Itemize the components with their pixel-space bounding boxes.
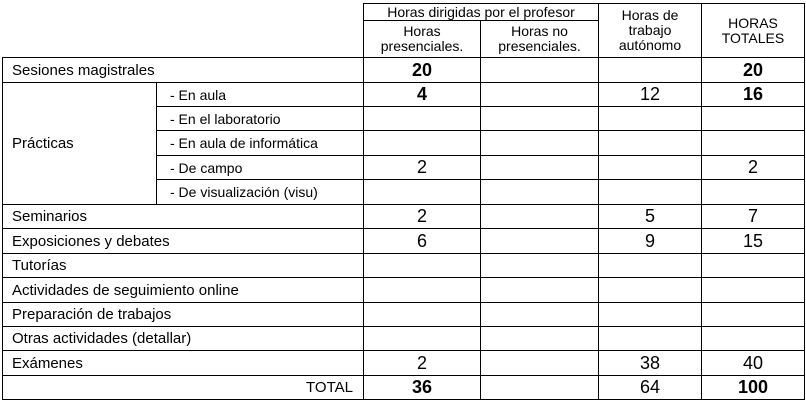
cell-no-presenciales — [481, 303, 599, 327]
header-presenciales: Horas presenciales. — [364, 21, 481, 58]
cell-presenciales: 4 — [364, 83, 481, 107]
cell-autonomo: 64 — [599, 376, 702, 400]
cell-presenciales — [364, 254, 481, 278]
cell-total: 20 — [702, 58, 805, 83]
cell-no-presenciales — [481, 351, 599, 376]
header-autonomo: Horas de trabajo autónomo — [599, 4, 702, 58]
header-totales: HORAS TOTALES — [702, 4, 805, 58]
table-row — [3, 58, 805, 83]
table-row — [3, 351, 805, 376]
cell-no-presenciales — [481, 83, 599, 107]
table-row — [3, 205, 805, 229]
cell-presenciales: 2 — [364, 205, 481, 229]
cell-presenciales: 2 — [364, 351, 481, 376]
table-row — [3, 278, 805, 303]
cell-no-presenciales — [481, 156, 599, 180]
row-label: Exámenes — [3, 351, 364, 376]
cell-no-presenciales — [481, 205, 599, 229]
cell-autonomo — [599, 327, 702, 351]
header-no-presenciales: Horas no presenciales. — [481, 21, 599, 58]
total-label: TOTAL — [3, 376, 364, 400]
cell-no-presenciales — [481, 327, 599, 351]
cell-no-presenciales — [481, 254, 599, 278]
row-label: Actividades de seguimiento online — [3, 278, 364, 303]
cell-total — [702, 131, 805, 156]
cell-presenciales — [364, 303, 481, 327]
cell-presenciales — [364, 180, 481, 205]
cell-presenciales — [364, 278, 481, 303]
row-label: Tutorías — [3, 254, 364, 278]
cell-total: 100 — [702, 376, 805, 400]
cell-presenciales — [364, 327, 481, 351]
row-label: Seminarios — [3, 205, 364, 229]
row-label: - En aula — [157, 83, 364, 107]
cell-total: 2 — [702, 156, 805, 180]
cell-autonomo — [599, 180, 702, 205]
cell-no-presenciales — [481, 180, 599, 205]
hours-table — [2, 3, 805, 400]
table-row — [3, 254, 805, 278]
cell-total — [702, 278, 805, 303]
cell-total: 15 — [702, 229, 805, 254]
cell-total — [702, 303, 805, 327]
cell-autonomo — [599, 254, 702, 278]
table-row — [3, 303, 805, 327]
cell-no-presenciales — [481, 131, 599, 156]
cell-total — [702, 327, 805, 351]
cell-autonomo: 9 — [599, 229, 702, 254]
cell-no-presenciales — [481, 107, 599, 131]
row-label: - De campo — [157, 156, 364, 180]
cell-presenciales: 20 — [364, 58, 481, 83]
row-label: - En aula de informática — [157, 131, 364, 156]
cell-autonomo: 12 — [599, 83, 702, 107]
cell-autonomo — [599, 107, 702, 131]
cell-no-presenciales — [481, 278, 599, 303]
table-row — [3, 83, 805, 107]
cell-autonomo — [599, 131, 702, 156]
cell-total — [702, 107, 805, 131]
cell-autonomo — [599, 156, 702, 180]
cell-presenciales: 36 — [364, 376, 481, 400]
cell-total — [702, 254, 805, 278]
cell-total — [702, 180, 805, 205]
cell-presenciales: 2 — [364, 156, 481, 180]
table-row — [3, 229, 805, 254]
cell-total: 16 — [702, 83, 805, 107]
row-label: - En el laboratorio — [157, 107, 364, 131]
total-row — [3, 376, 805, 400]
row-label: - De visualización (visu) — [157, 180, 364, 205]
cell-total: 40 — [702, 351, 805, 376]
cell-no-presenciales — [481, 58, 599, 83]
cell-autonomo: 5 — [599, 205, 702, 229]
cell-no-presenciales — [481, 376, 599, 400]
table-row — [3, 327, 805, 351]
cell-no-presenciales — [481, 229, 599, 254]
cell-autonomo — [599, 58, 702, 83]
header-blank — [3, 4, 364, 58]
header-group: Horas dirigidas por el profesor — [364, 4, 599, 21]
row-label: Sesiones magistrales — [3, 58, 364, 83]
cell-presenciales — [364, 131, 481, 156]
cell-total: 7 — [702, 205, 805, 229]
row-label: Preparación de trabajos — [3, 303, 364, 327]
cell-autonomo: 38 — [599, 351, 702, 376]
cell-presenciales: 6 — [364, 229, 481, 254]
row-label: Exposiciones y debates — [3, 229, 364, 254]
row-label: Otras actividades (detallar) — [3, 327, 364, 351]
practicas-label: Prácticas — [3, 83, 157, 205]
cell-autonomo — [599, 303, 702, 327]
cell-presenciales — [364, 107, 481, 131]
cell-autonomo — [599, 278, 702, 303]
